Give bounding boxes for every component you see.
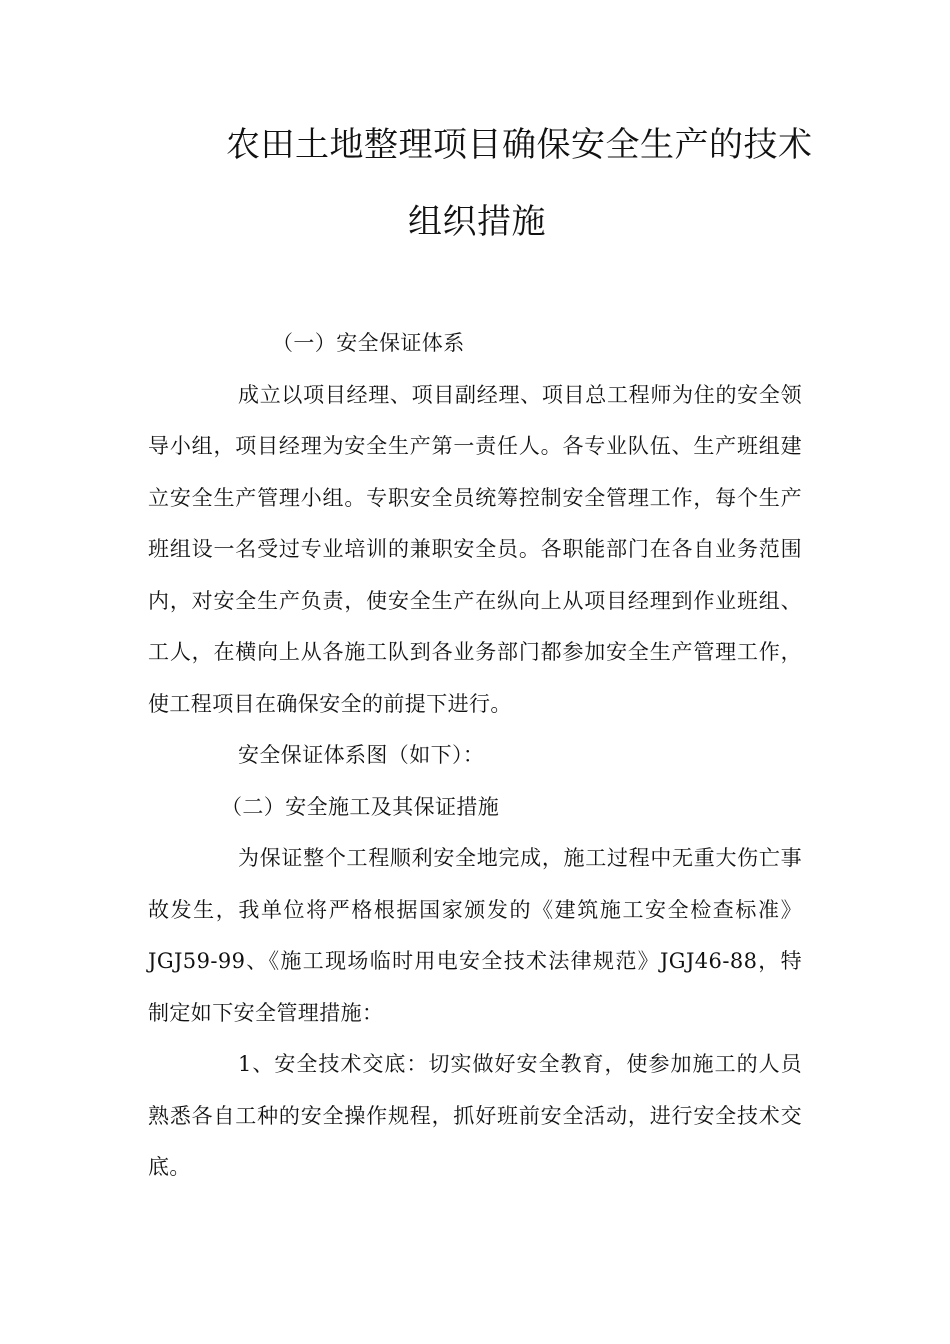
document-title-line-1: 农田土地整理项目确保安全生产的技术 [226,125,813,165]
paragraph-standards: 为保证整个工程顺利安全地完成，施工过程中无重大伤亡事故发生，我单位将严格根据国家颁发的《建筑施工安全检查标准》JGJ59-99、《施工现场临时用电安全技术法律规范》JGJ46-88，特制定如下安全管理措施： [148,846,802,1025]
document-title-line-2: 组织措施 [408,202,546,242]
paragraph-safety-briefing: 1、安全技术交底：切实做好安全教育，使参加施工的人员熟悉各自工种的安全操作规程，抓好班前安全活动，进行安全技术交底。 [148,1052,802,1179]
section-heading-safety-construction: （二）安全施工及其保证措施 [221,794,500,819]
section-heading-safety-system: （一）安全保证体系 [272,331,465,355]
document-body [148,318,802,1194]
paragraph-safety-leadership: 成立以项目经理、项目副经理、项目总工程师为住的安全领导小组，项目经理为安全生产第一责任人。各专业队伍、生产班组建立安全生产管理小组。专职安全员统筹控制安全管理工作，每个生产班组设一名受过专业培训的兼职安全员。各职能部门在各自业务范围内，对安全生产负责，使安全生产在纵向上从项目经理到作业班组、工人，在横向上从各施工队到各业务部门都参加安全生产管理工作，使工程项目在确保安全的前提下进行。 [148,382,802,716]
paragraph-system-diagram-note: 安全保证体系图（如下）： [238,743,485,767]
